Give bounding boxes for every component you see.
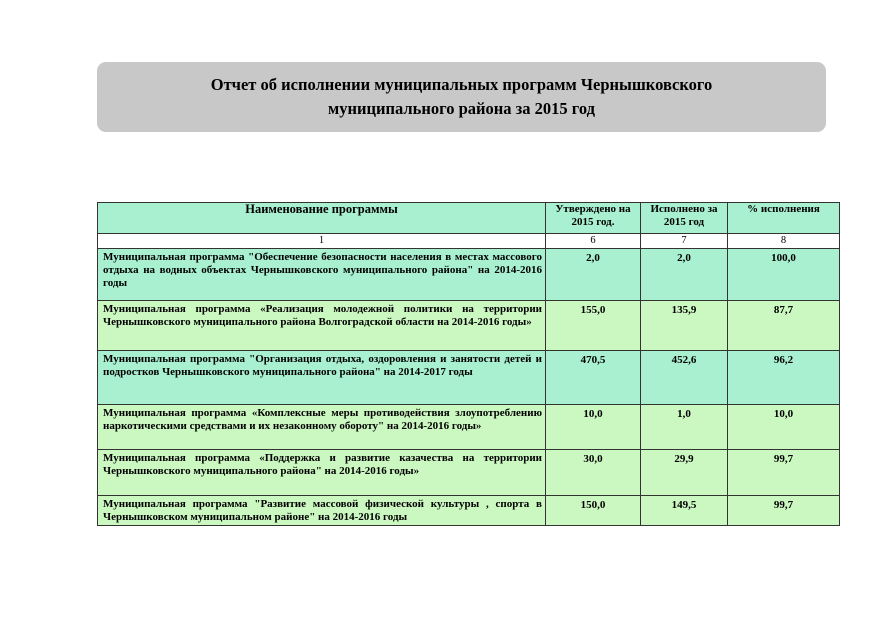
report-title-line-1: Отчет об исполнении муниципальных программ Чернышковского	[210, 75, 713, 94]
report-title-box	[97, 62, 826, 132]
executed-cell: 135,9	[641, 301, 728, 351]
table-row	[98, 450, 840, 496]
program-name-cell: Муниципальная программа "Развитие массовой физической культуры , спорта в Чернышковском муниципальном районе" на 2014-2016 годы	[98, 496, 546, 526]
table-row	[98, 351, 840, 405]
executed-cell: 29,9	[641, 450, 728, 496]
program-name-cell: Муниципальная программа «Реализация молодежной политики на территории Чернышковского муниципального района Волгоградской области на 2014-2016 годы»	[98, 301, 546, 351]
percent-cell: 99,7	[728, 450, 840, 496]
executed-cell: 1,0	[641, 405, 728, 450]
approved-cell: 2,0	[546, 249, 641, 301]
program-name-cell: Муниципальная программа «Комплексные меры противодействия злоупотреблению наркотическими средствами и их незаконному обороту" на 2014-2016 годы»	[98, 405, 546, 450]
table-row	[98, 405, 840, 450]
table-row	[98, 301, 840, 351]
program-name-cell: Муниципальная программа «Поддержка и развитие казачества на территории Чернышковского муниципального района" на 2014-2016 годы»	[98, 450, 546, 496]
table-row	[98, 496, 840, 526]
table-row	[98, 249, 840, 301]
approved-cell: 150,0	[546, 496, 641, 526]
program-name-cell: Муниципальная программа "Обеспечение безопасности населения в местах массового отдыха на водных объектах Чернышковского муниципального района" на 2014-2016 годы	[98, 249, 546, 301]
approved-cell: 470,5	[546, 351, 641, 405]
executed-cell: 2,0	[641, 249, 728, 301]
header-program-name: Наименование программы	[98, 203, 546, 234]
column-number: 7	[641, 234, 728, 249]
executed-cell: 452,6	[641, 351, 728, 405]
percent-cell: 10,0	[728, 405, 840, 450]
column-number: 1	[98, 234, 546, 249]
percent-cell: 96,2	[728, 351, 840, 405]
approved-cell: 10,0	[546, 405, 641, 450]
table-header-row	[98, 203, 840, 234]
approved-cell: 30,0	[546, 450, 641, 496]
executed-cell: 149,5	[641, 496, 728, 526]
header-approved: Утверждено на 2015 год.	[546, 203, 641, 234]
percent-cell: 87,7	[728, 301, 840, 351]
approved-cell: 155,0	[546, 301, 641, 351]
percent-cell: 100,0	[728, 249, 840, 301]
column-number: 6	[546, 234, 641, 249]
header-executed: Исполнено за 2015 год	[641, 203, 728, 234]
programs-report-table	[97, 202, 840, 526]
header-percent: % исполнения	[728, 203, 840, 234]
column-number: 8	[728, 234, 840, 249]
percent-cell: 99,7	[728, 496, 840, 526]
program-name-cell: Муниципальная программа "Организация отдыха, оздоровления и занятости детей и подростков Чернышковского муниципального района" на 2014-2017 годы	[98, 351, 546, 405]
report-title-line-2: муниципального района за 2015 год	[327, 99, 595, 118]
column-number-row	[98, 234, 840, 249]
